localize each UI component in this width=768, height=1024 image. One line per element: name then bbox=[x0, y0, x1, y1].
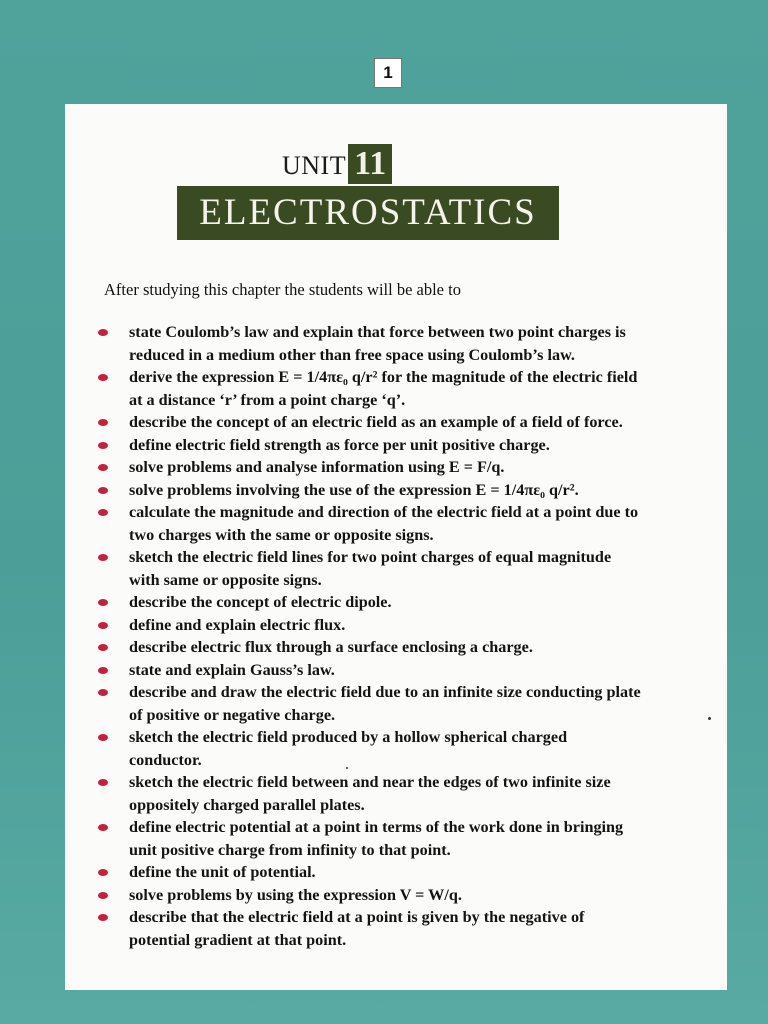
bullet-icon bbox=[98, 599, 108, 606]
bullet-icon bbox=[98, 374, 108, 381]
objective-item bbox=[96, 726, 706, 771]
objective-line: describe that the electric field at a point is given by the negative of bbox=[129, 908, 585, 926]
objective-item bbox=[96, 434, 706, 457]
objective-line: calculate the magnitude and direction of the electric field at a point due to bbox=[129, 503, 639, 521]
bullet-icon bbox=[98, 734, 108, 741]
objective-line: define electric potential at a point in terms of the work done in bringing bbox=[129, 818, 624, 836]
objective-item bbox=[96, 411, 706, 434]
intro-text: After studying this chapter the students will be able to bbox=[104, 280, 461, 299]
objective-item bbox=[96, 636, 706, 659]
objective-line: describe electric flux through a surface enclosing a charge. bbox=[129, 638, 533, 656]
bullet-icon bbox=[98, 442, 108, 449]
bullet-icon bbox=[98, 622, 108, 629]
chapter-title: ELECTROSTATICS bbox=[177, 186, 559, 240]
bullet-icon bbox=[98, 667, 108, 674]
objective-line: potential gradient at that point. bbox=[129, 930, 347, 949]
objective-line: describe and draw the electric field due to an infinite size conducting plate bbox=[129, 683, 641, 701]
objective-line: reduced in a medium other than free space using Coulomb’s law. bbox=[129, 345, 575, 364]
objective-line: at a distance ‘r’ from a point charge ‘q’. bbox=[129, 390, 406, 409]
objective-line: describe the concept of an electric field as an example of a field of force. bbox=[129, 413, 623, 431]
objective-item bbox=[96, 884, 706, 907]
objective-line: sketch the electric field lines for two point charges of equal magnitude bbox=[129, 548, 612, 566]
bullet-icon bbox=[98, 554, 108, 561]
unit-number: 11 bbox=[348, 144, 392, 184]
bullet-icon bbox=[98, 644, 108, 651]
objective-line: unit positive charge from infinity to that point. bbox=[129, 840, 451, 859]
objective-line: solve problems by using the expression V = W/q. bbox=[129, 885, 462, 904]
objective-item bbox=[96, 614, 706, 637]
objective-item bbox=[96, 479, 706, 502]
objective-line: derive the expression E = 1/4πε₀ q/r² for the magnitude of the electric field bbox=[129, 368, 638, 386]
objective-item bbox=[96, 456, 706, 479]
bullet-icon bbox=[98, 779, 108, 786]
objective-item bbox=[96, 906, 706, 951]
objective-item bbox=[96, 501, 706, 546]
objective-line: solve problems involving the use of the expression E = 1/4πε₀ q/r². bbox=[129, 480, 579, 499]
objective-item bbox=[96, 681, 706, 726]
objectives-list bbox=[96, 321, 706, 951]
objective-line: solve problems and analyse information using E = F/q. bbox=[129, 458, 505, 476]
bullet-icon bbox=[98, 869, 108, 876]
objective-item bbox=[96, 366, 706, 411]
objective-line: oppositely charged parallel plates. bbox=[129, 795, 365, 814]
objective-line: of positive or negative charge. bbox=[129, 705, 336, 724]
objective-line: sketch the electric field produced by a hollow spherical charged bbox=[129, 728, 568, 746]
unit-heading bbox=[282, 144, 392, 184]
bullet-icon bbox=[98, 824, 108, 831]
objective-item bbox=[96, 816, 706, 861]
objective-item bbox=[96, 861, 706, 884]
objective-item bbox=[96, 659, 706, 682]
objective-line: state Coulomb’s law and explain that force between two point charges is bbox=[129, 323, 626, 341]
objective-item bbox=[96, 591, 706, 614]
objective-line: define and explain electric flux. bbox=[129, 615, 346, 634]
scan-speck bbox=[708, 717, 711, 720]
bullet-icon bbox=[98, 689, 108, 696]
page-number: 1 bbox=[374, 58, 402, 88]
objective-line: define the unit of potential. bbox=[129, 863, 316, 881]
bullet-icon bbox=[98, 329, 108, 336]
objective-item bbox=[96, 321, 706, 366]
objective-item bbox=[96, 771, 706, 816]
objective-line: state and explain Gauss’s law. bbox=[129, 660, 335, 679]
objective-line: conductor. bbox=[129, 750, 202, 769]
bullet-icon bbox=[98, 419, 108, 426]
objective-line: with same or opposite signs. bbox=[129, 570, 322, 589]
bullet-icon bbox=[98, 487, 108, 494]
objective-line: describe the concept of electric dipole. bbox=[129, 593, 392, 611]
unit-label: UNIT bbox=[282, 151, 347, 180]
objective-item bbox=[96, 546, 706, 591]
scan-speck bbox=[346, 767, 348, 769]
bullet-icon bbox=[98, 914, 108, 921]
objective-line: two charges with the same or opposite signs. bbox=[129, 525, 434, 544]
objective-line: define electric field strength as force per unit positive charge. bbox=[129, 435, 550, 454]
bullet-icon bbox=[98, 892, 108, 899]
objective-line: sketch the electric field between and near the edges of two infinite size bbox=[129, 773, 611, 791]
bullet-icon bbox=[98, 464, 108, 471]
bullet-icon bbox=[98, 509, 108, 516]
